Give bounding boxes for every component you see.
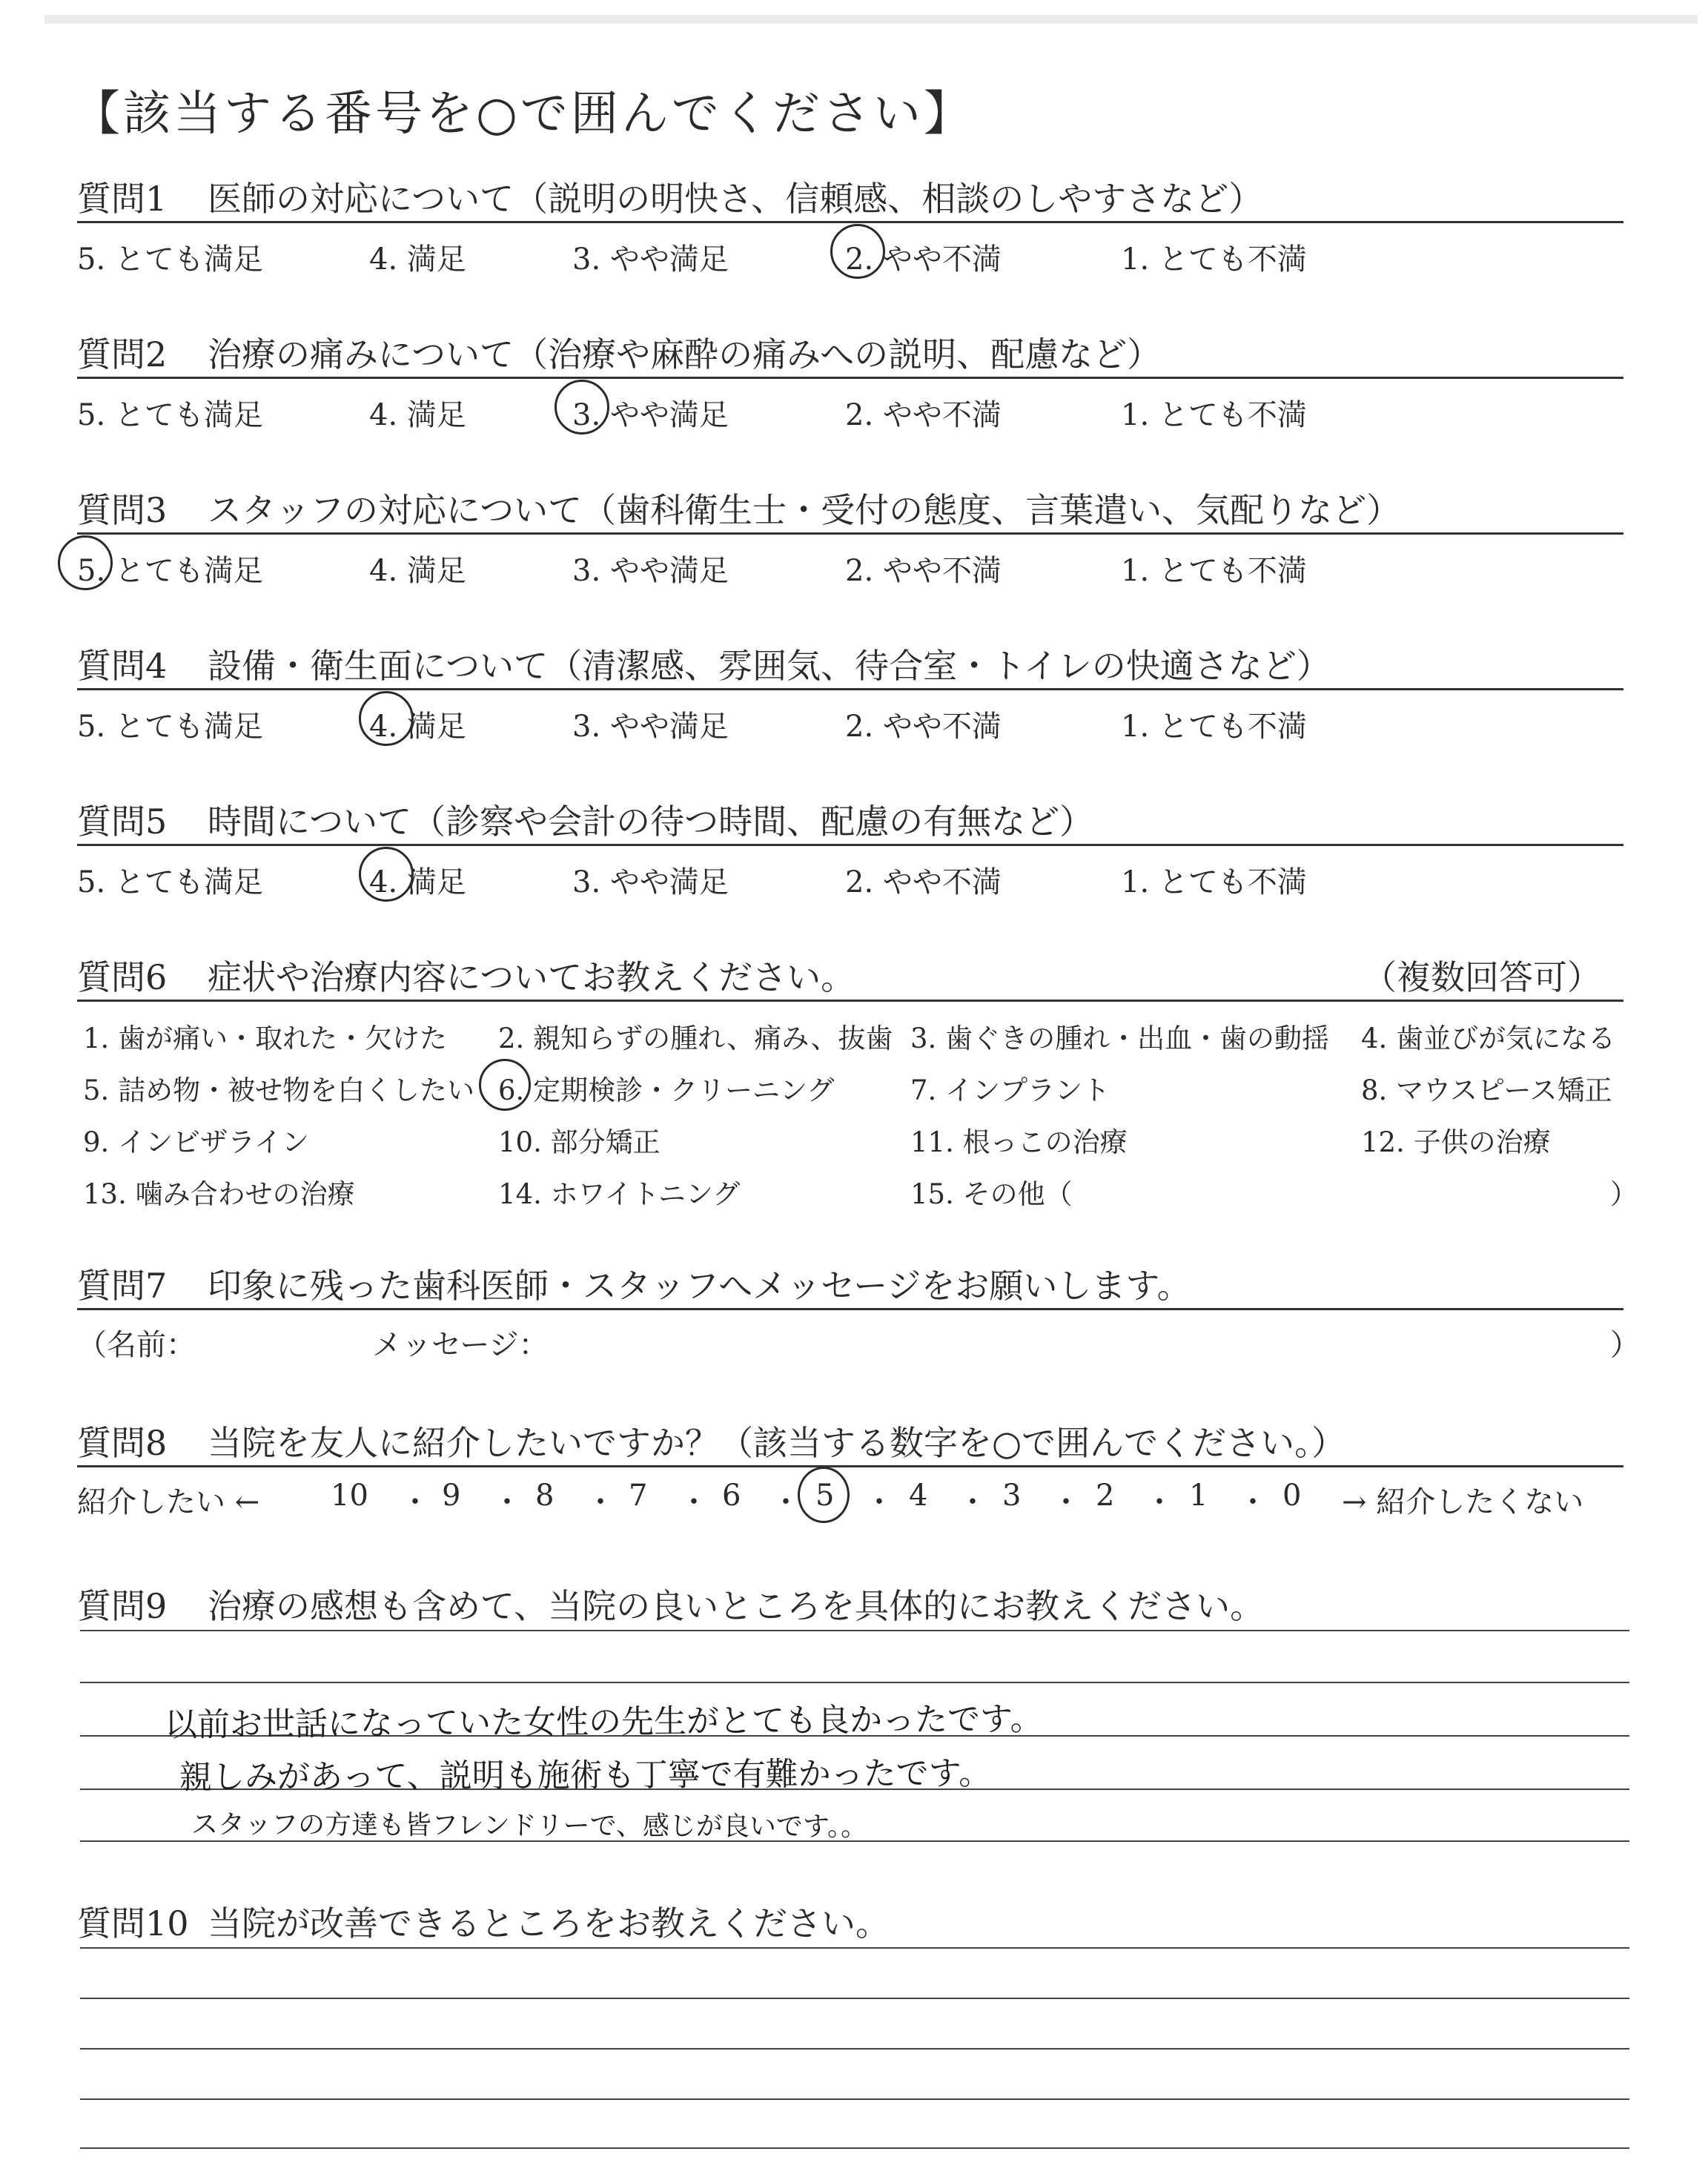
option-3[interactable]: 3. やや満足 xyxy=(572,554,729,588)
divider xyxy=(77,1000,1623,1002)
symptom-option-2[interactable]: 2. 親知らずの腫れ、痛み、抜歯 xyxy=(498,1023,893,1054)
scale-separator: ・ xyxy=(1051,1485,1081,1519)
answer-line xyxy=(80,2048,1629,2050)
question-text: スタッフの対応について（歯科衛生士・受付の態度、言葉遣い、気配りなど） xyxy=(208,490,1401,530)
question-6 xyxy=(77,951,855,1000)
handwritten-answer-line-3: スタッフの方達も皆フレンドリーで、感じが良いです。。 xyxy=(191,1809,868,1843)
symptom-option-7[interactable]: 7. インプラント xyxy=(910,1074,1110,1106)
name-label: （名前： xyxy=(77,1328,196,1362)
question-number: 質問9 xyxy=(77,1586,168,1626)
answer-line xyxy=(80,2098,1629,2100)
option-5[interactable]: 5. とても満足 xyxy=(77,242,263,277)
scale-separator: ・ xyxy=(958,1485,987,1519)
answer-line xyxy=(80,2147,1629,2149)
option-2[interactable]: 2. やや不満 xyxy=(845,398,1002,432)
message-label: メッセージ： xyxy=(372,1328,549,1362)
answer-circle xyxy=(555,380,609,435)
scale-value-6[interactable]: 6 xyxy=(722,1479,741,1513)
option-5[interactable]: 5. とても満足 xyxy=(77,710,263,744)
option-2[interactable]: 2. やや不満 xyxy=(845,865,1002,899)
scale-separator: ・ xyxy=(1145,1485,1174,1519)
question-text: 設備・衛生面について（清潔感、雰囲気、待合室・トイレの快適さなど） xyxy=(208,646,1331,686)
question-7 xyxy=(77,1259,1191,1308)
option-1[interactable]: 1. とても不満 xyxy=(1121,865,1307,899)
question-number: 質問1 xyxy=(77,179,168,219)
question-number: 質問6 xyxy=(77,957,168,997)
question-text: 医師の対応について（説明の明快さ、信頼感、相談のしやすさなど） xyxy=(208,179,1263,219)
divider xyxy=(77,1465,1623,1467)
symptom-option-1[interactable]: 1. 歯が痛い・取れた・欠けた xyxy=(83,1023,448,1054)
answer-circle xyxy=(479,1059,531,1111)
answer-line xyxy=(80,1998,1629,1999)
handwritten-answer-line-2: 親しみがあって、説明も施術も丁寧で有難かったです。 xyxy=(179,1754,992,1797)
symptom-option-5[interactable]: 5. 詰め物・被せ物を白くしたい xyxy=(83,1074,475,1106)
question-text: 症状や治療内容についてお教えください。 xyxy=(208,957,855,997)
symptom-option-4[interactable]: 4. 歯並びが気になる xyxy=(1361,1023,1616,1054)
question-text: 治療の感想も含めて、当院の良いところを具体的にお教えください。 xyxy=(208,1586,1265,1626)
option-1[interactable]: 1. とても不満 xyxy=(1121,554,1307,588)
option-2[interactable]: 2. やや不満 xyxy=(845,710,1002,744)
scale-value-9[interactable]: 9 xyxy=(442,1479,461,1513)
option-3[interactable]: 3. やや満足 xyxy=(572,710,729,744)
symptom-option-15[interactable]: 15. その他（ xyxy=(910,1178,1073,1210)
option-5[interactable]: 5. とても満足 xyxy=(77,865,263,899)
question-number: 質問3 xyxy=(77,490,168,530)
divider xyxy=(77,844,1623,846)
scale-separator: ・ xyxy=(400,1485,430,1519)
scale-value-2[interactable]: 2 xyxy=(1096,1479,1115,1513)
scale-separator: ・ xyxy=(586,1485,615,1519)
question-number: 質問4 xyxy=(77,646,168,686)
scale-value-5[interactable]: 5 xyxy=(815,1479,835,1513)
scale-value-0[interactable]: 0 xyxy=(1282,1479,1302,1513)
question-4 xyxy=(77,639,1331,688)
question-3 xyxy=(77,483,1400,532)
message-close-paren: ） xyxy=(1610,1328,1640,1362)
scale-value-4[interactable]: 4 xyxy=(909,1479,928,1513)
option-4[interactable]: 4. 満足 xyxy=(369,242,466,277)
question-text: 印象に残った歯科医師・スタッフへメッセージをお願いします。 xyxy=(208,1266,1191,1306)
option-5[interactable]: 5. とても満足 xyxy=(77,398,263,432)
question-2 xyxy=(77,328,1161,377)
symptom-option-8[interactable]: 8. マウスピース矯正 xyxy=(1361,1074,1612,1106)
scale-value-8[interactable]: 8 xyxy=(535,1479,555,1513)
question-text: 時間について（診察や会計の待つ時間、配慮の有無など） xyxy=(208,802,1094,842)
question-number: 質問7 xyxy=(77,1266,168,1306)
scale-value-3[interactable]: 3 xyxy=(1002,1479,1022,1513)
scale-left-label: 紹介したい ← xyxy=(77,1485,260,1519)
option-2[interactable]: 2. やや不満 xyxy=(845,242,1002,277)
symptom-option-12[interactable]: 12. 子供の治療 xyxy=(1361,1126,1551,1158)
option-5[interactable]: 5. とても満足 xyxy=(77,554,263,588)
question-9 xyxy=(77,1579,1264,1628)
symptom-option-9[interactable]: 9. インビザライン xyxy=(83,1126,309,1158)
symptom-option-10[interactable]: 10. 部分矯正 xyxy=(498,1126,661,1158)
question-5 xyxy=(77,795,1093,844)
question-8 xyxy=(77,1416,1345,1465)
handwritten-answer-line-1: 以前お世話になっていた女性の先生がとても良かったです。 xyxy=(164,1700,1043,1745)
answer-line xyxy=(80,1947,1629,1949)
instructions-heading: 【該当する番号を○で囲んでください】 xyxy=(73,87,974,142)
option-4[interactable]: 4. 満足 xyxy=(369,865,466,899)
option-4[interactable]: 4. 満足 xyxy=(369,554,466,588)
symptom-option-3[interactable]: 3. 歯ぐきの腫れ・出血・歯の動揺 xyxy=(910,1023,1330,1054)
question-1 xyxy=(77,172,1262,221)
scale-separator: ・ xyxy=(679,1485,709,1519)
symptom-option-14[interactable]: 14. ホワイトニング xyxy=(498,1178,741,1210)
scale-separator: ・ xyxy=(492,1485,522,1519)
question-number: 質問5 xyxy=(77,802,168,842)
scale-separator: ・ xyxy=(864,1485,894,1519)
answer-line xyxy=(80,1682,1629,1683)
other-close-paren: ） xyxy=(1610,1178,1638,1210)
scan-edge xyxy=(44,15,1698,24)
divider xyxy=(77,688,1623,690)
option-3[interactable]: 3. やや満足 xyxy=(572,242,729,277)
scale-value-7[interactable]: 7 xyxy=(629,1479,648,1513)
question-10 xyxy=(77,1897,890,1946)
symptom-option-6[interactable]: 6. 定期検診・クリーニング xyxy=(498,1074,835,1106)
option-4[interactable]: 4. 満足 xyxy=(369,398,466,432)
divider xyxy=(77,377,1623,379)
multiple-answers-note: （複数回答可） xyxy=(1363,957,1601,997)
option-1[interactable]: 1. とても不満 xyxy=(1121,242,1307,277)
answer-circle xyxy=(359,847,414,902)
divider xyxy=(77,532,1623,535)
question-number: 質問8 xyxy=(77,1423,168,1463)
option-2[interactable]: 2. やや不満 xyxy=(845,554,1002,588)
question-text: 当院が改善できるところをお教えください。 xyxy=(208,1903,890,1943)
answer-circle xyxy=(58,535,113,590)
answer-circle xyxy=(359,691,414,746)
answer-circle xyxy=(798,1467,850,1523)
question-text: 治療の痛みについて（治療や麻酔の痛みへの説明、配慮など） xyxy=(208,334,1162,374)
question-number: 質問10 xyxy=(77,1903,189,1943)
divider xyxy=(77,221,1623,223)
scale-separator: ・ xyxy=(771,1485,801,1519)
option-4[interactable]: 4. 満足 xyxy=(369,710,466,744)
scale-value-1[interactable]: 1 xyxy=(1189,1479,1208,1513)
scale-right-label: → 紹介したくない xyxy=(1342,1485,1584,1519)
option-1[interactable]: 1. とても不満 xyxy=(1121,710,1307,744)
symptom-option-11[interactable]: 11. 根っこの治療 xyxy=(910,1126,1128,1158)
option-3[interactable]: 3. やや満足 xyxy=(572,865,729,899)
option-1[interactable]: 1. とても不満 xyxy=(1121,398,1307,432)
option-3[interactable]: 3. やや満足 xyxy=(572,398,729,432)
scale-separator: ・ xyxy=(1238,1485,1268,1519)
symptom-option-13[interactable]: 13. 噛み合わせの治療 xyxy=(83,1178,355,1210)
answer-line xyxy=(80,1630,1629,1631)
question-text: 当院を友人に紹介したいですか？（該当する数字を○で囲んでください。） xyxy=(208,1423,1346,1463)
question-number: 質問2 xyxy=(77,334,168,374)
scale-value-10[interactable]: 10 xyxy=(331,1479,368,1513)
divider xyxy=(77,1308,1623,1310)
answer-circle xyxy=(830,224,885,279)
